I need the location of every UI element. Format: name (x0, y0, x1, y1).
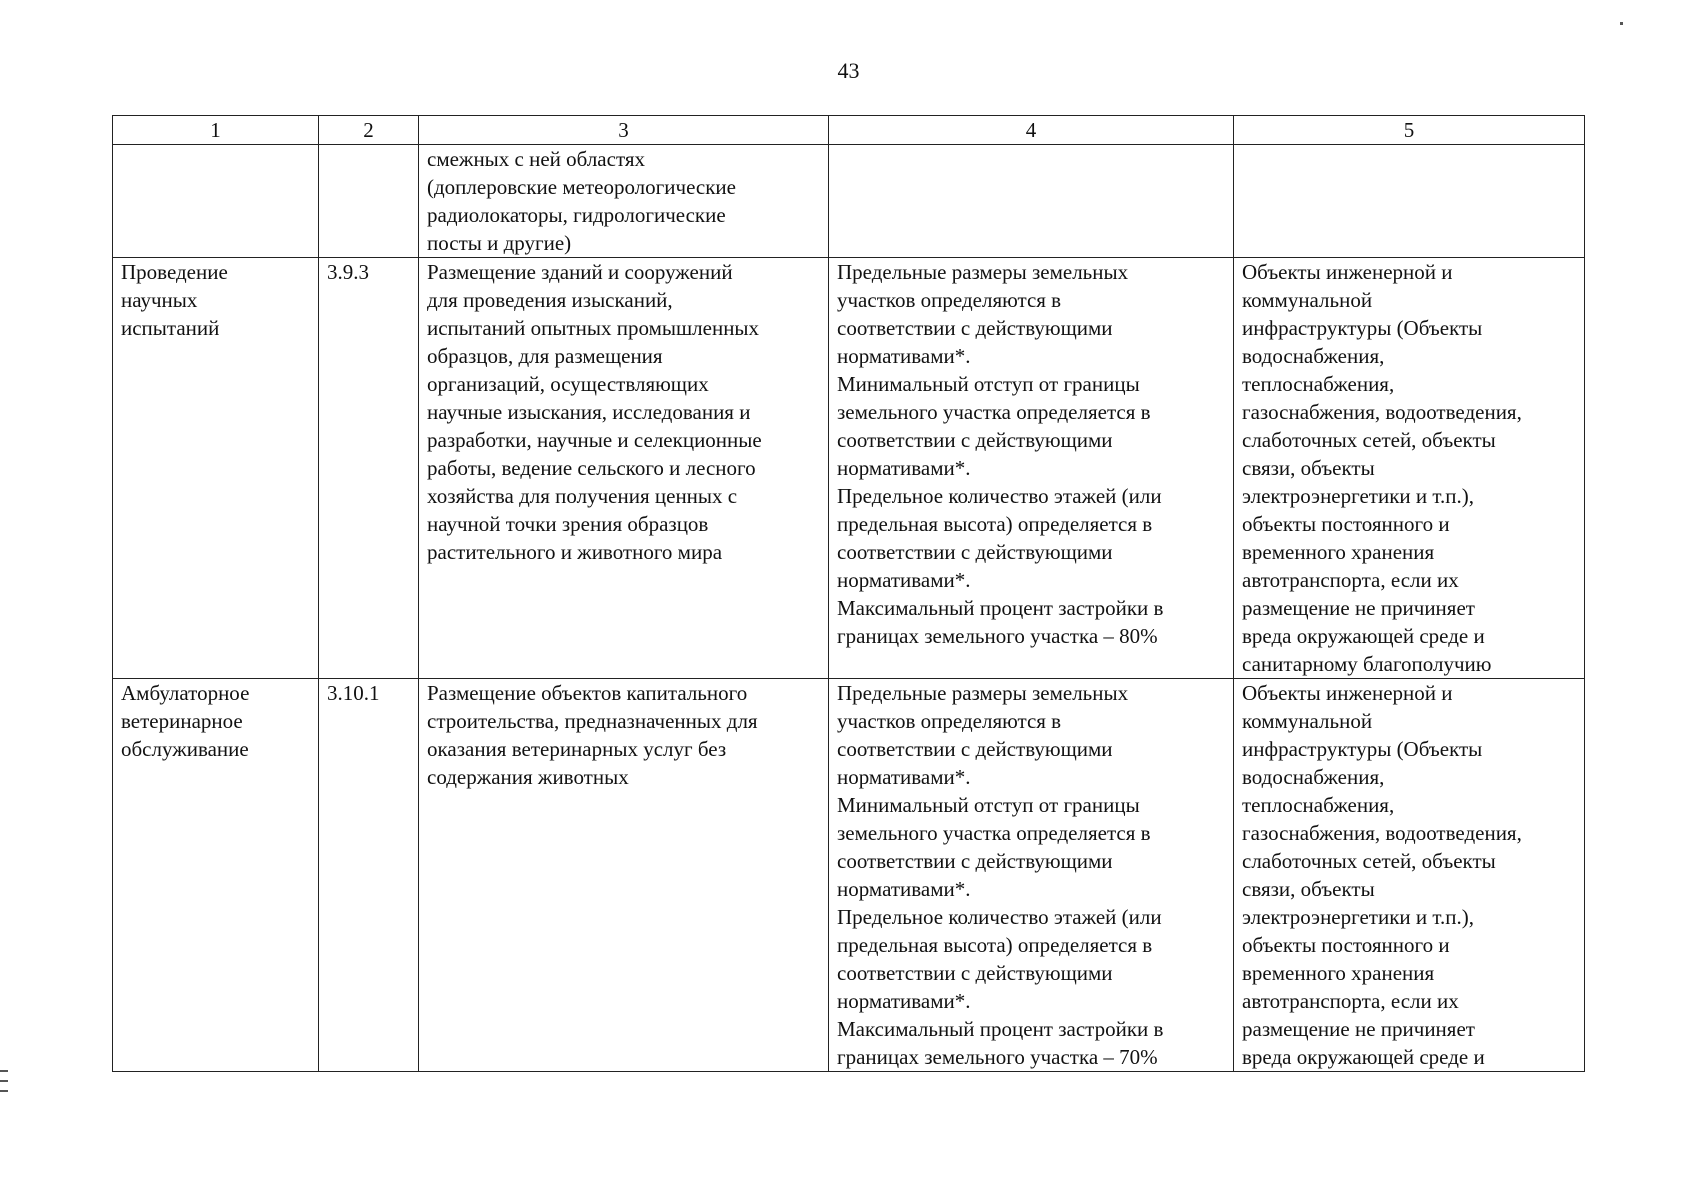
scan-edge-mark (0, 1080, 8, 1082)
table-row (113, 258, 1585, 679)
cell-parameters: Предельные размеры земельных участков определяются в соответствии с действующими нормативами*. Минимальный отступ от границы земельного участка определяется в соответствии с действующими нормативами*. Предельное количество этажей (или предельная высота) определяется в соответствии с действующими нормативами*. Максимальный процент застройки в границах земельного участка – 70% (829, 679, 1234, 1072)
cell-use-type: Амбулаторное ветеринарное обслуживание (113, 679, 319, 1072)
table-row (113, 679, 1585, 1072)
cell-parameters: Предельные размеры земельных участков определяются в соответствии с действующими нормативами*. Минимальный отступ от границы земельного участка определяется в соответствии с действующими нормативами*. Предельное количество этажей (или предельная высота) определяется в соответствии с действующими нормативами*. Максимальный процент застройки в границах земельного участка – 80% (829, 258, 1234, 679)
land-use-table (112, 115, 1585, 1072)
scan-edge-mark (0, 1070, 8, 1072)
header-cell-4: 4 (829, 116, 1234, 145)
table-header-row (113, 116, 1585, 145)
cell-description: Размещение зданий и сооружений для проведения изысканий, испытаний опытных промышленных образцов, для размещения организаций, осуществляющих научные изыскания, исследования и разработки, научные и селекционные работы, ведение сельского и лесного хозяйства для получения ценных с научной точки зрения образцов растительного и животного мира (419, 258, 829, 679)
cell-code: 3.9.3 (319, 258, 419, 679)
page-number: 43 (837, 58, 860, 83)
header-cell-1: 1 (113, 116, 319, 145)
cell-auxiliary-uses: Объекты инженерной и коммунальной инфраструктуры (Объекты водоснабжения, теплоснабжения, газоснабжения, водоотведения, слаботочных сетей, объекты связи, объекты электроэнергетики и т.п.), объекты постоянного и временного хранения автотранспорта, если их размещение не причиняет вреда окружающей среде и (1234, 679, 1585, 1072)
cell-description: Размещение объектов капитального строительства, предназначенных для оказания ветеринарных услуг без содержания животных (419, 679, 829, 1072)
scan-edge-mark (0, 1090, 8, 1092)
cell-parameters (829, 145, 1234, 258)
cell-use-type: Проведение научных испытаний (113, 258, 319, 679)
cell-code: 3.10.1 (319, 679, 419, 1072)
table-row (113, 145, 1585, 258)
cell-use-type (113, 145, 319, 258)
cell-auxiliary-uses (1234, 145, 1585, 258)
scan-edge-mark (1620, 22, 1623, 25)
header-cell-3: 3 (419, 116, 829, 145)
cell-code (319, 145, 419, 258)
cell-auxiliary-uses: Объекты инженерной и коммунальной инфраструктуры (Объекты водоснабжения, теплоснабжения, газоснабжения, водоотведения, слаботочных сетей, объекты связи, объекты электроэнергетики и т.п.), объекты постоянного и временного хранения автотранспорта, если их размещение не причиняет вреда окружающей среде и санитарному благополучию (1234, 258, 1585, 679)
header-cell-5: 5 (1234, 116, 1585, 145)
cell-description: смежных с ней областях (доплеровские метеорологические радиолокаторы, гидрологические посты и другие) (419, 145, 829, 258)
header-cell-2: 2 (319, 116, 419, 145)
